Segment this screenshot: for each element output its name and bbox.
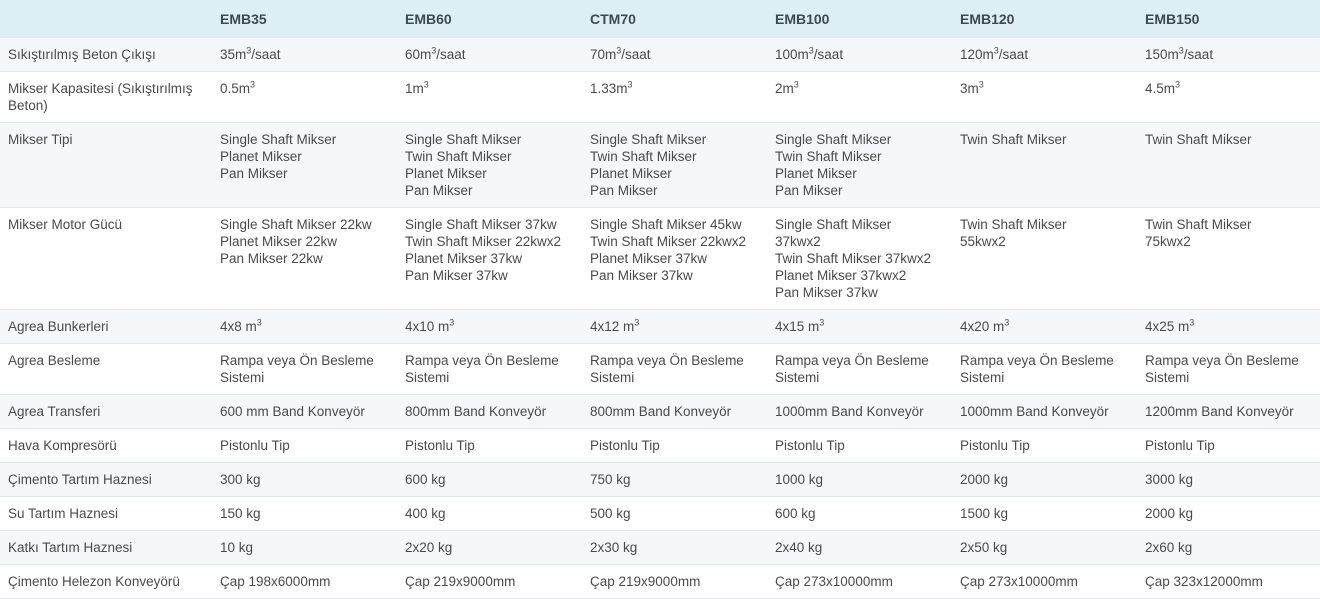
cell-line: 4x20 $m^3$ [960, 317, 1010, 334]
table-cell [395, 463, 580, 497]
cell-line: 150 kg [220, 506, 261, 521]
table-cell [1135, 531, 1320, 565]
cell-line: 2x20 kg [405, 540, 453, 555]
table-cell [210, 72, 395, 123]
cell-line: Çap 198x6000mm [220, 574, 331, 589]
cell-line: Pan Mikser [405, 183, 473, 198]
table-row [0, 310, 1320, 344]
cell-line: 3000 kg [1145, 472, 1194, 487]
table-row [0, 38, 1320, 72]
row-label: Agrea Besleme [0, 344, 210, 395]
table-header [0, 0, 1320, 38]
column-header-emb35: EMB35 [210, 0, 395, 38]
table-cell [765, 565, 950, 599]
cell-line: 600 kg [775, 506, 816, 521]
table-cell [765, 429, 950, 463]
cell-line: Planet Mikser [590, 166, 672, 181]
table-cell [765, 531, 950, 565]
table-cell [950, 344, 1135, 395]
table-cell [580, 565, 765, 599]
cell-line: Pan Mikser 37kw [590, 268, 693, 283]
cell-line: Pan Mikser 22kw [220, 251, 323, 266]
row-label: Sıkıştırılmış Beton Çıkışı [0, 38, 210, 72]
table-cell [765, 38, 950, 72]
row-label: Agrea Transferi [0, 395, 210, 429]
cell-line: Rampa veya Ön Besleme [590, 353, 744, 368]
cell-line: 4x25 $m^3$ [1145, 317, 1195, 334]
cell-line: Twin Shaft Mikser [1145, 217, 1252, 232]
row-label: Çimento Tartım Haznesi [0, 463, 210, 497]
cell-line: 800mm Band Konveyör [405, 404, 547, 419]
cell-line: $35m^3$/saat [220, 45, 281, 62]
cell-line: Planet Mikser 37kw [405, 251, 523, 266]
table-cell [765, 395, 950, 429]
cell-line: 2000 kg [1145, 506, 1194, 521]
table-cell [395, 123, 580, 208]
table-cell [210, 429, 395, 463]
table-cell [765, 463, 950, 497]
table-cell [765, 497, 950, 531]
cell-line: Single Shaft Mikser 37kw [405, 217, 557, 232]
table-cell [210, 565, 395, 599]
cell-line: Twin Shaft Mikser 22kwx2 [590, 234, 747, 249]
cell-line: 2x30 kg [590, 540, 638, 555]
table-cell [210, 463, 395, 497]
table-cell [580, 395, 765, 429]
column-header-emb100: EMB100 [765, 0, 950, 38]
cell-line: Çap 273x10000mm [775, 574, 893, 589]
table-cell [1135, 38, 1320, 72]
table-row [0, 208, 1320, 310]
cell-line: $4.5m^3$ [1145, 79, 1181, 96]
cell-line: Sistemi [405, 370, 450, 385]
table-cell [580, 531, 765, 565]
row-label: Agrea Bunkerleri [0, 310, 210, 344]
table-cell [210, 38, 395, 72]
cell-line: Planet Mikser [405, 166, 487, 181]
table-row [0, 429, 1320, 463]
table-cell [950, 310, 1135, 344]
cell-line: Planet Mikser [775, 166, 857, 181]
row-label: Çimento Helezon Konveyörü [0, 565, 210, 599]
cell-line: $100m^3$/saat [775, 45, 844, 62]
column-header-ctm70: CTM70 [580, 0, 765, 38]
cell-line: $1.33m^3$ [590, 79, 633, 96]
table-cell [395, 565, 580, 599]
table-cell [1135, 344, 1320, 395]
table-cell [1135, 565, 1320, 599]
cell-line: $60m^3$/saat [405, 45, 466, 62]
cell-line: Pistonlu Tip [590, 438, 660, 453]
cell-line: Single Shaft Mikser 37kwx2 [775, 217, 892, 249]
table-row [0, 565, 1320, 599]
cell-line: 2x40 kg [775, 540, 823, 555]
table-cell [950, 208, 1135, 310]
cell-line: Pistonlu Tip [775, 438, 845, 453]
cell-line: $120m^3$/saat [960, 45, 1029, 62]
table-cell [950, 463, 1135, 497]
table-cell [765, 344, 950, 395]
cell-line: Rampa veya Ön Besleme [960, 353, 1114, 368]
cell-line: Planet Mikser [220, 149, 302, 164]
table-cell [580, 123, 765, 208]
table-corner-header [0, 0, 210, 38]
table-cell [395, 395, 580, 429]
table-cell [1135, 208, 1320, 310]
cell-line: 75kwx2 [1145, 234, 1191, 249]
table-cell [210, 344, 395, 395]
table-cell [395, 344, 580, 395]
table-cell [765, 123, 950, 208]
table-cell [1135, 72, 1320, 123]
cell-line: $0.5m^3$ [220, 79, 256, 96]
table-cell [580, 72, 765, 123]
table-cell [395, 531, 580, 565]
cell-line: 4x12 $m^3$ [590, 317, 640, 334]
column-header-emb120: EMB120 [950, 0, 1135, 38]
cell-line: Single Shaft Mikser 22kw [220, 217, 372, 232]
cell-line: Planet Mikser 22kw [220, 234, 338, 249]
table-body [0, 38, 1320, 599]
cell-line: Twin Shaft Mikser [960, 132, 1067, 147]
table-cell [580, 208, 765, 310]
cell-line: 300 kg [220, 472, 261, 487]
cell-line: 1000mm Band Konveyör [960, 404, 1109, 419]
table-cell [395, 72, 580, 123]
table-row [0, 123, 1320, 208]
table-cell [580, 38, 765, 72]
cell-line: Pan Mikser [590, 183, 658, 198]
cell-line: Planet Mikser 37kwx2 [775, 268, 907, 283]
cell-line: 55kwx2 [960, 234, 1006, 249]
cell-line: Çap 219x9000mm [405, 574, 516, 589]
cell-line: Twin Shaft Mikser [960, 217, 1067, 232]
table-row [0, 344, 1320, 395]
cell-line: $3m^3$ [960, 79, 984, 96]
row-label: Mikser Motor Gücü [0, 208, 210, 310]
table-cell [580, 429, 765, 463]
table-cell [950, 38, 1135, 72]
cell-line: Rampa veya Ön Besleme [775, 353, 929, 368]
column-header-emb60: EMB60 [395, 0, 580, 38]
cell-line: Sistemi [775, 370, 820, 385]
table-row [0, 395, 1320, 429]
table-cell [580, 344, 765, 395]
cell-line: 750 kg [590, 472, 631, 487]
table-cell [395, 38, 580, 72]
cell-line: Rampa veya Ön Besleme [220, 353, 374, 368]
cell-line: Pistonlu Tip [405, 438, 475, 453]
table-cell [395, 310, 580, 344]
table-cell [765, 72, 950, 123]
cell-line: Twin Shaft Mikser 37kwx2 [775, 251, 932, 266]
row-label: Katkı Tartım Haznesi [0, 531, 210, 565]
table-cell [1135, 310, 1320, 344]
table-cell [950, 531, 1135, 565]
table-cell [1135, 429, 1320, 463]
cell-line: Çap 323x12000mm [1145, 574, 1263, 589]
cell-line: $150m^3$/saat [1145, 45, 1214, 62]
table-cell [1135, 395, 1320, 429]
table-cell [950, 497, 1135, 531]
cell-line: $2m^3$ [775, 79, 799, 96]
table-cell [1135, 123, 1320, 208]
cell-line: Pistonlu Tip [220, 438, 290, 453]
table-row [0, 531, 1320, 565]
cell-line: 4x15 $m^3$ [775, 317, 825, 334]
cell-line: Pan Mikser 37kw [405, 268, 508, 283]
cell-line: Pan Mikser [775, 183, 843, 198]
table-cell [1135, 497, 1320, 531]
cell-line: Twin Shaft Mikser [590, 149, 697, 164]
cell-line: 1500 kg [960, 506, 1009, 521]
column-header-emb150: EMB150 [1135, 0, 1320, 38]
cell-line: Pan Mikser [220, 166, 288, 181]
row-label: Mikser Kapasitesi (Sıkıştırılmış Beton) [0, 72, 210, 123]
table-cell [210, 395, 395, 429]
row-label: Hava Kompresörü [0, 429, 210, 463]
cell-line: Single Shaft Mikser [775, 132, 892, 147]
table-cell [210, 123, 395, 208]
cell-line: 2000 kg [960, 472, 1009, 487]
table-cell [210, 531, 395, 565]
cell-line: Rampa veya Ön Besleme [1145, 353, 1299, 368]
cell-line: Pistonlu Tip [960, 438, 1030, 453]
table-cell [580, 497, 765, 531]
cell-line: Çap 219x9000mm [590, 574, 701, 589]
cell-line: 500 kg [590, 506, 631, 521]
cell-line: 4x10 $m^3$ [405, 317, 455, 334]
cell-line: Planet Mikser 37kw [590, 251, 708, 266]
cell-line: Sistemi [1145, 370, 1190, 385]
table-cell [395, 497, 580, 531]
cell-line: $1m^3$ [405, 79, 429, 96]
table-cell [210, 497, 395, 531]
cell-line: Sistemi [590, 370, 635, 385]
table-cell [580, 463, 765, 497]
table-cell [950, 72, 1135, 123]
table-cell [210, 208, 395, 310]
cell-line: Pistonlu Tip [1145, 438, 1215, 453]
table-cell [950, 395, 1135, 429]
cell-line: Twin Shaft Mikser [775, 149, 882, 164]
cell-line: 4x8 $m^3$ [220, 317, 262, 334]
cell-line: Pan Mikser 37kw [775, 285, 878, 300]
table-header-row [0, 0, 1320, 38]
table-cell [950, 123, 1135, 208]
table-cell [950, 429, 1135, 463]
cell-line: 1000 kg [775, 472, 824, 487]
table-cell [765, 310, 950, 344]
table-row [0, 72, 1320, 123]
cell-line: Sistemi [960, 370, 1005, 385]
cell-line: Twin Shaft Mikser [1145, 132, 1252, 147]
table-cell [210, 310, 395, 344]
cell-line: 600 kg [405, 472, 446, 487]
table-cell [1135, 463, 1320, 497]
cell-line: Çap 273x10000mm [960, 574, 1078, 589]
cell-line: Twin Shaft Mikser 22kwx2 [405, 234, 562, 249]
cell-line: Single Shaft Mikser [405, 132, 522, 147]
table-cell [395, 208, 580, 310]
row-label: Su Tartım Haznesi [0, 497, 210, 531]
cell-line: Single Shaft Mikser 45kw [590, 217, 742, 232]
cell-line: 2x50 kg [960, 540, 1008, 555]
table-row [0, 463, 1320, 497]
table-cell [395, 429, 580, 463]
cell-line: Single Shaft Mikser [220, 132, 337, 147]
row-label: Mikser Tipi [0, 123, 210, 208]
cell-line: 400 kg [405, 506, 446, 521]
cell-line: $70m^3$/saat [590, 45, 651, 62]
cell-line: 800mm Band Konveyör [590, 404, 732, 419]
cell-line: Single Shaft Mikser [590, 132, 707, 147]
cell-line: 600 mm Band Konveyör [220, 404, 365, 419]
cell-line: Rampa veya Ön Besleme [405, 353, 559, 368]
cell-line: 1000mm Band Konveyör [775, 404, 924, 419]
cell-line: 10 kg [220, 540, 254, 555]
cell-line: Sistemi [220, 370, 265, 385]
cell-line: Twin Shaft Mikser [405, 149, 512, 164]
table-cell [950, 565, 1135, 599]
table-cell [765, 208, 950, 310]
table-cell [580, 310, 765, 344]
cell-line: 1200mm Band Konveyör [1145, 404, 1294, 419]
table-row [0, 497, 1320, 531]
cell-line: 2x60 kg [1145, 540, 1193, 555]
